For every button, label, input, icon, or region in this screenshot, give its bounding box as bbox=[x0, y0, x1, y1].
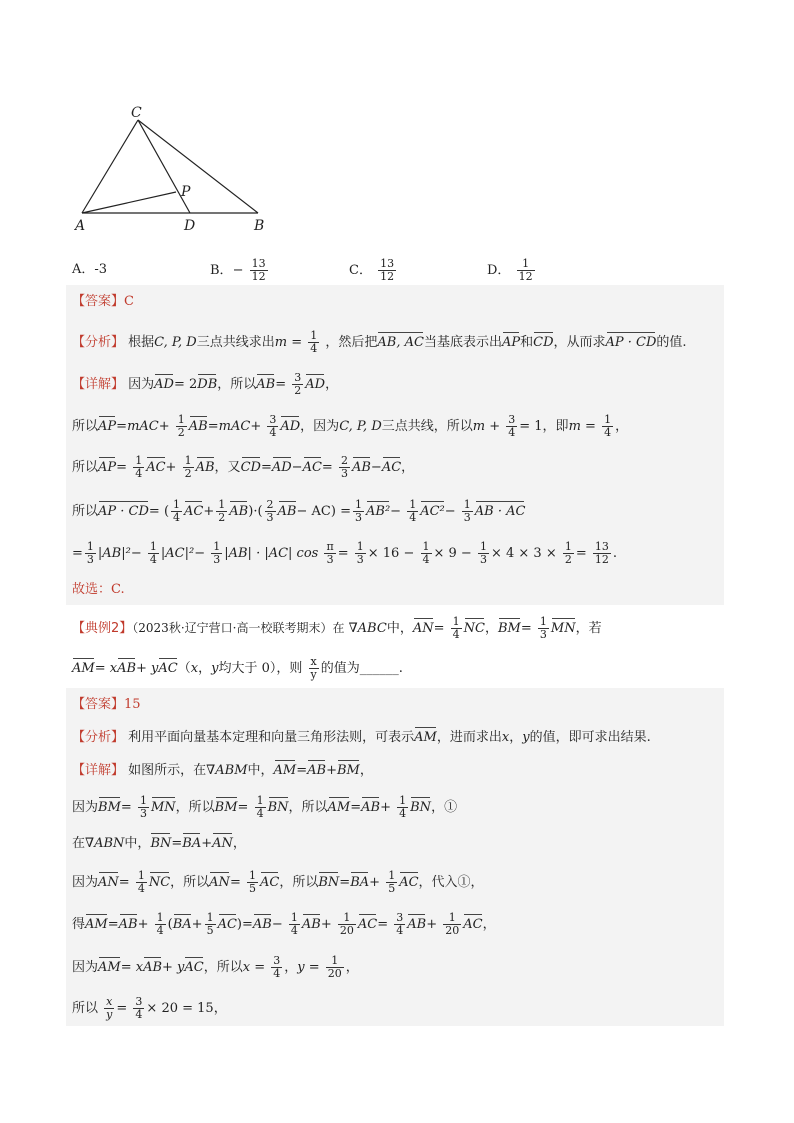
option-a: A．-3 bbox=[72, 262, 108, 277]
label-a: A bbox=[75, 218, 86, 234]
detail-line-1: 【详解】 因为AD= 2DB，所以AB= $\frac{3}{2}$ AD， bbox=[72, 371, 339, 397]
detail-line-4: 所以AP · CD= ( $\frac{1}{4}$ AC+ $\frac{1}{2}$ AB)·( $\frac{2}{3}$ AB− AC) = $\frac{1}{3}$ AB²− $\frac{1}{4}$ AC²− $\frac{1}{3}$ AB · AC bbox=[72, 498, 526, 524]
detail2-line-5: 得AM=AB+ $\frac{1}{4}$ (BA+ $\frac{1}{5}$ AC)=AB− $\frac{1}{4}$ AB+ $\frac{1}{20}$ AC= $\frac{3}{4}$ AB+ $\frac{1}{20}$ AC， bbox=[72, 911, 496, 937]
answer-line-1: 【答案】C bbox=[72, 294, 134, 309]
label-b: B bbox=[254, 218, 265, 234]
detail2-line-1: 【详解】 如图所示，在∇ABM中，AM=AB+BM， bbox=[72, 763, 373, 778]
example2-question-line-2: AM= xAB+ yAC（x，y均大于 0），则 $\frac{x}{y}$ 的值为______. bbox=[72, 655, 403, 681]
label-c: C bbox=[131, 105, 142, 121]
segment-cd bbox=[138, 120, 190, 213]
detail-line-2: 所以AP=mAC+ $\frac{1}{2}$ AB=mAC+ $\frac{3}{4}$ AD，因为C, P, D三点共线，所以m + $\frac{3}{4}$ = 1，即m = $\frac{1}{4}$ ， bbox=[72, 413, 629, 439]
detail2-line-4: 因为AN= $\frac{1}{4}$ NC，所以AN= $\frac{1}{5}$ AC，所以BN=BA+ $\frac{1}{5}$ AC，代入①， bbox=[72, 869, 484, 895]
label-d: D bbox=[184, 218, 196, 234]
option-b: B．− $\frac{13}{12}$ bbox=[210, 257, 266, 283]
segment-ap bbox=[82, 192, 176, 213]
side-cb bbox=[138, 120, 258, 213]
detail2-line-2: 因为BM= $\frac{1}{3}$ MN，所以BM= $\frac{1}{4}$ BN，所以AM=AB+ $\frac{1}{4}$ BN，① bbox=[72, 794, 458, 820]
option-d: D． $\frac{1}{12}$ bbox=[487, 257, 533, 283]
conclusion-line-1: 故选：C. bbox=[72, 582, 125, 597]
side-ca bbox=[82, 120, 138, 213]
detail2-line-7: 所以 $\frac{x}{y}$ = $\frac{3}{4}$ × 20 = 15， bbox=[72, 995, 227, 1021]
option-c: C． $\frac{13}{12}$ bbox=[349, 257, 395, 283]
analysis-line-1: 【分析】 根据C, P, D三点共线求出m = $\frac{1}{4}$ ，然后把AB, AC当基底表示出AP和CD，从而求AP · CD的值. bbox=[72, 329, 687, 355]
analysis-line-2: 【分析】 利用平面向量基本定理和向量三角形法则，可表示AM，进而求出x，y的值，即可求出结果. bbox=[72, 730, 651, 745]
label-p: P bbox=[181, 184, 191, 200]
detail2-line-3: 在∇ABN中，BN=BA+AN， bbox=[72, 836, 246, 851]
answer-line-2: 【答案】15 bbox=[72, 697, 141, 712]
detail-line-3: 所以AP= $\frac{1}{4}$ AC+ $\frac{1}{2}$ AB，又CD=AD−AC= $\frac{2}{3}$ AB−AC， bbox=[72, 454, 415, 480]
detail2-line-6: 因为AM= xAB+ yAC，所以x = $\frac{3}{4}$ ，y = $\frac{1}{20}$ ， bbox=[72, 954, 359, 980]
example2-question-line-1: 【典例2】（2023秋·辽宁营口·高一校联考期末）在 ∇ABC中，AN= $\frac{1}{4}$ NC，BM= $\frac{1}{3}$ MN，若 bbox=[72, 615, 602, 641]
detail-line-5: = $\frac{1}{3}$ |AB|²− $\frac{1}{4}$ |AC|²− $\frac{1}{3}$ |AB| · |AC| cos $\frac{\pi}{3}$ = $\frac{1}{3}$ × 16 − $\frac{1}{4}$ × 9 − $\frac{1}{3}$ × 4 × 3 × $\frac{1}{2}$ = $\frac{13}{12}$ . bbox=[72, 540, 618, 566]
